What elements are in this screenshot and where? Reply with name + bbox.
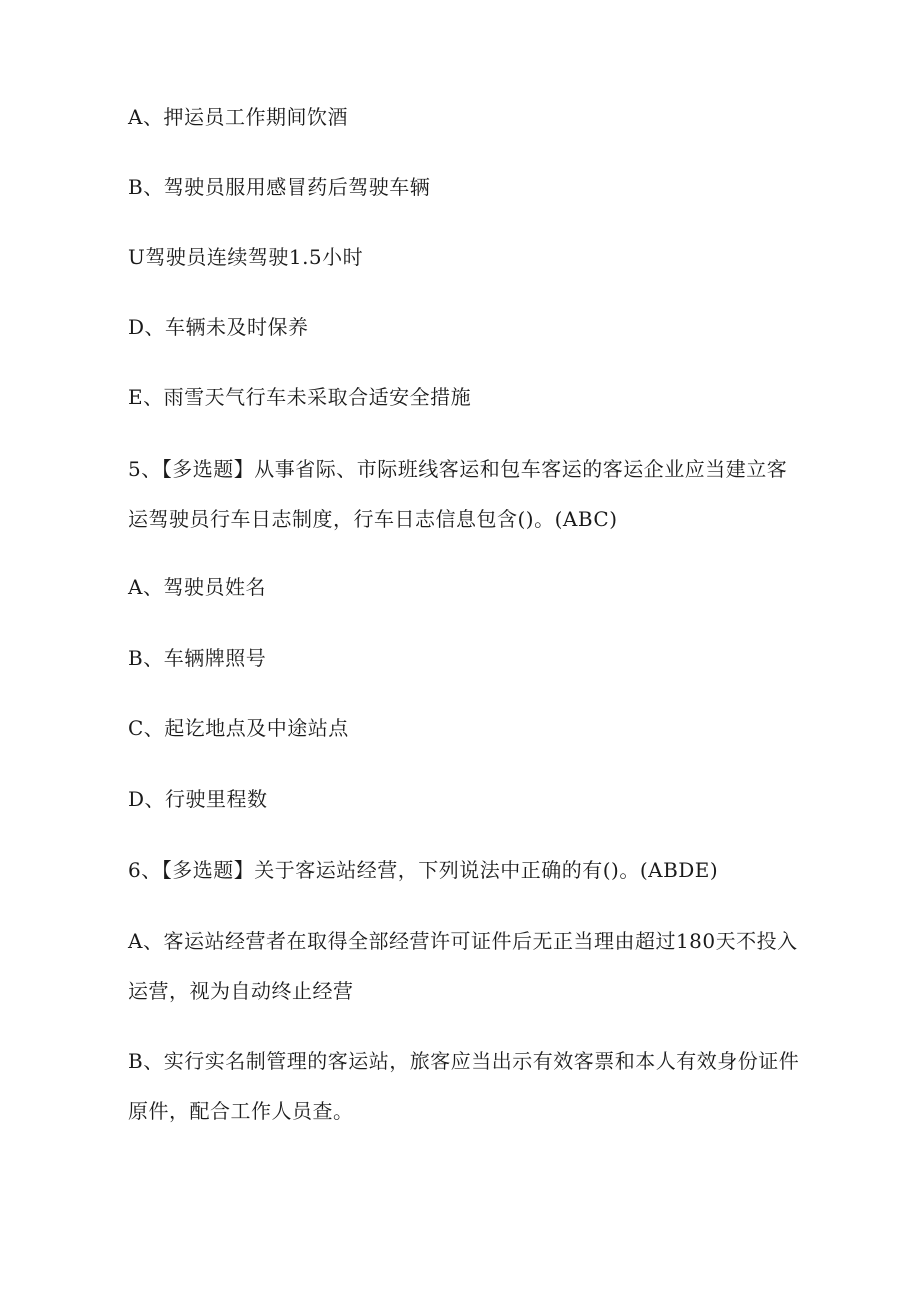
- question-5-line-2: 运驾驶员行车日志制度，行车日志信息包含()。(ABC): [128, 507, 618, 531]
- question-6-line: 6、【多选题】关于客运站经营，下列说法中正确的有()。(ABDE): [128, 858, 719, 882]
- option-d-line: D、车辆未及时保养: [128, 315, 309, 339]
- question-5-line-1: 5、【多选题】从事省际、市际班线客运和包车客运的客运企业应当建立客: [128, 457, 788, 481]
- q5-option-a-line: A、驾驶员姓名: [128, 575, 266, 599]
- q5-option-c-line: C、起讫地点及中途站点: [128, 716, 349, 740]
- q6-option-b-line-2: 原件，配合工作人员查。: [128, 1099, 354, 1123]
- q6-option-b-line-1: B、实行实名制管理的客运站，旅客应当出示有效客票和本人有效身份证件: [128, 1049, 800, 1073]
- option-c-line: U驾驶员连续驾驶1.5小时: [128, 245, 364, 269]
- q5-option-d-line: D、行驶里程数: [128, 787, 268, 811]
- option-e-line: E、雨雪天气行车未采取合适安全措施: [128, 385, 472, 409]
- q6-option-a-line-1: A、客运站经营者在取得全部经营许可证件后无正当理由超过180天不投入: [128, 929, 798, 953]
- q5-option-b-line: B、车辆牌照号: [128, 646, 267, 670]
- option-b-line: B、驾驶员服用感冒药后驾驶车辆: [128, 175, 431, 199]
- option-a-line: A、押运员工作期间饮酒: [128, 105, 348, 129]
- q6-option-a-line-2: 运营，视为自动终止经营: [128, 979, 354, 1003]
